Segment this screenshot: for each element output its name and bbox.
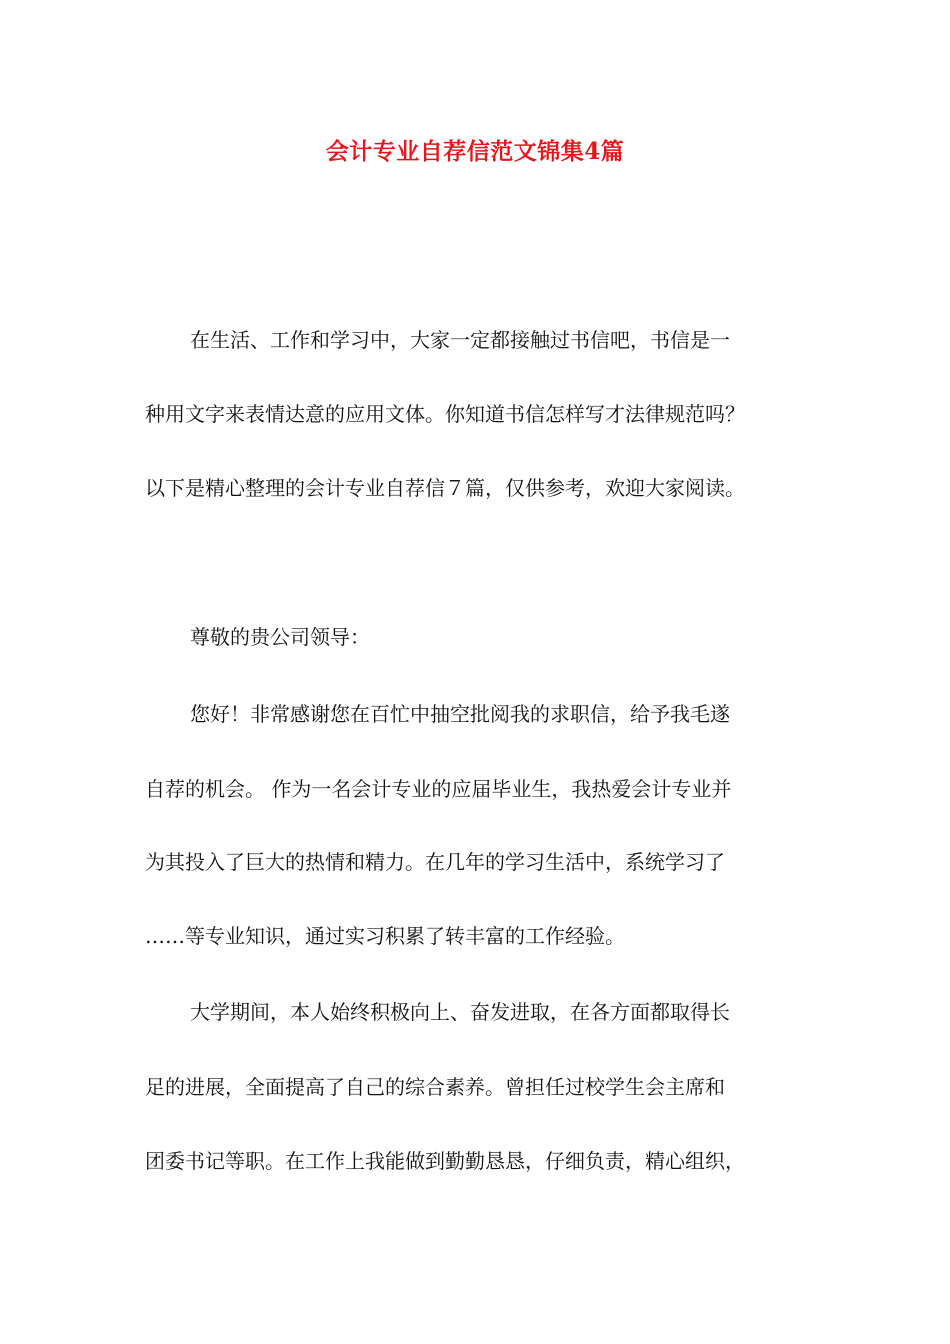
intro-line-2: 种用文字来表情达意的应用文体。你知道书信怎样写才法律规范吗？ — [145, 402, 745, 426]
paragraph2-line-3: 团委书记等职。在工作上我能做到勤勤恳恳，仔细负责，精心组织， — [145, 1149, 745, 1173]
paragraph1-line-4: ……等专业知识，通过实习积累了转丰富的工作经验。 — [145, 924, 625, 948]
paragraph2-line-2: 足的进展，全面提高了自己的综合素养。曾担任过校学生会主席和 — [145, 1075, 725, 1099]
paragraph1-line-2: 自荐的机会。 作为一名会计专业的应届毕业生，我热爱会计专业并 — [145, 777, 732, 801]
document-title: 会计专业自荐信范文锦集4篇 — [325, 138, 625, 165]
intro-line-3: 以下是精心整理的会计专业自荐信７篇，仅供参考，欢迎大家阅读。 — [145, 476, 745, 500]
intro-line-1: 在生活、工作和学习中，大家一定都接触过书信吧，书信是一 — [190, 328, 730, 352]
paragraph1-line-3: 为其投入了巨大的热情和精力。在几年的学习生活中，系统学习了 — [145, 850, 725, 874]
paragraph2-line-1: 大学期间，本人始终积极向上、奋发进取，在各方面都取得长 — [190, 1000, 730, 1024]
paragraph1-line-1: 您好！非常感谢您在百忙中抽空批阅我的求职信，给予我毛遂 — [190, 702, 730, 726]
salutation: 尊敬的贵公司领导： — [190, 625, 370, 649]
